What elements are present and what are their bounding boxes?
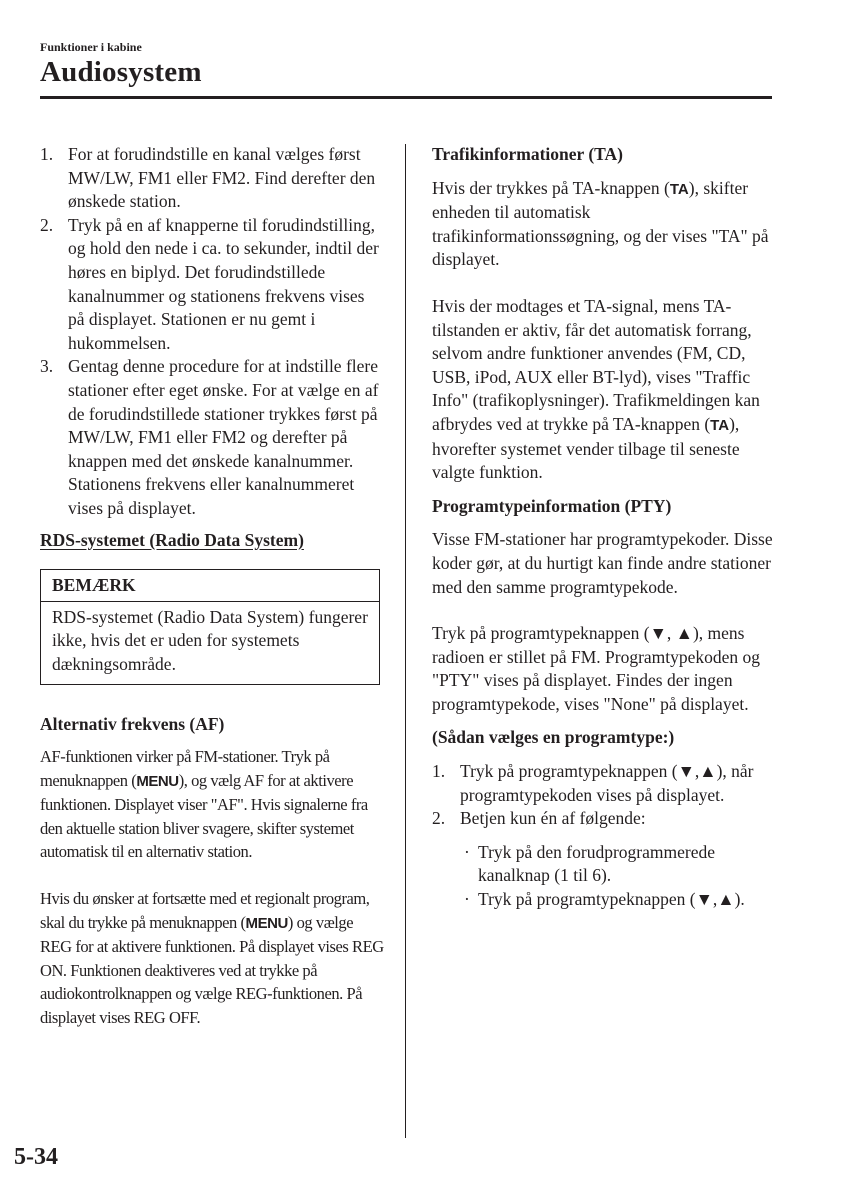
pty-paragraph-2: Tryk på programtypeknappen (▼, ▲), mens radioen er stillet på FM. Programtypekoden og "PTY" vises på displayet. Findes der ingen programtypekode, vises "None" på displayet. [432,623,761,714]
ta-p1-text-a: Hvis der trykkes på TA-knappen ( [432,177,670,198]
list-item [432,807,777,831]
menu-button-label: MENU [245,914,288,932]
ta-button-label: TA [669,180,689,198]
af-p1-text-b: ), og vælg AF for at aktivere funktionen. Displayet viser "AF". Hvis signalerne fra den aktuelle station bliver svagere, skifter systemet automatisk til en alternativ station. [40,770,368,862]
step-text: For at forudindstille en kanal vælges først MW/LW, FM1 eller FM2. Find derefter den ønskede station. [68,144,376,212]
list-item [40,355,385,520]
ta-p1-text-b: ), skifter enheden til automatisk trafikinformationssøgning, og der vises "TA" på displayet. [432,177,769,270]
pty-heading: Programtypeinformation (PTY) [432,495,672,516]
spacer [432,599,777,622]
step-text: Tryk på programtypeknappen (▼,▲), når programtypekoden vises på displayet. [460,761,754,805]
bullet-text: Tryk på programtypeknappen (▼,▲). [478,889,745,910]
spacer [40,864,385,887]
list-item [40,143,385,214]
page-title: Audiosystem [40,56,202,88]
af-p2-text-a: Hvis du ønsker at fortsætte med et regionalt program, skal du trykke på menuknappen ( [40,889,370,932]
bullet-dot: · [464,841,470,862]
preset-steps-list [40,143,385,521]
list-item [432,760,777,807]
af-p1-text-a: AF-funktionen virker på FM-stationer. Tryk på menuknappen ( [40,747,330,790]
option-bullets [432,841,777,912]
af-p2-text-b: ) og vælge REG for at aktivere funktionen. På displayet vises REG ON. Funktionen deaktiveres ved at trykke på audiokontrolknappen og vælge REG-funktionen. På displayet vises REG OFF. [40,912,384,1027]
note-heading: BEMÆRK [41,570,379,602]
title-rule [40,96,772,99]
column-divider [405,144,406,1138]
list-item [460,841,777,888]
list-item [460,888,777,912]
bullet-dot: · [464,889,470,910]
step-number: 2. [432,808,446,829]
ta-button-label: TA [710,416,730,434]
ta-paragraph-2 [432,295,777,485]
left-column [40,143,385,1030]
bullet-text: Tryk på den forudprogrammerede kanalknap (1 til 6). [478,841,715,886]
step-number: 1. [432,761,446,782]
note-text: RDS-systemet (Radio Data System) fungerer ikke, hvis det er uden for systemets dækningsområde. [52,606,368,674]
af-paragraph-2 [40,887,385,1030]
rds-heading: RDS-systemet (Radio Data System) [40,529,304,550]
page-number: 5-34 [14,1144,58,1170]
select-heading: (Sådan vælges en programtype:) [432,727,675,748]
ta-p2-text-b: ), hvorefter systemet vender tilbage til seneste valgte funktion. [432,413,740,483]
step-text: Gentag denne procedure for at indstille flere stationer efter eget ønske. For at vælge en af de forudindstillede stationer trykkes først på MW/LW, FM1 eller FM2 og derefter på knappen med det ønskede kanalnummer. Stationens frekvens eller kanalnummeret vises på displayet. [68,356,379,518]
af-paragraph-1 [40,745,385,864]
step-number: 1. [40,144,54,164]
right-column [432,143,777,912]
af-heading: Alternativ frekvens (AF) [40,714,225,735]
step-number: 3. [40,356,54,377]
select-steps-list [432,760,777,831]
menu-button-label: MENU [136,772,179,790]
spacer [432,272,777,295]
step-text: Tryk på en af knapperne til forudindstilling, og hold den nede i ca. to sekunder, indtil der høres en biplyd. Det forudindstillede kanalnummer og stationens frekvens vises på displayet. Stationen er nu gemt i hukommelsen. [68,214,379,353]
ta-paragraph-1 [432,177,777,272]
list-item [40,214,385,356]
step-text: Betjen kun én af følgende: [460,808,646,829]
step-number: 2. [40,214,54,235]
ta-p2-text-a: Hvis der modtages et TA-signal, mens TA-tilstanden er aktiv, får det automatisk forrang, selvom andre funktioner anvendes (FM, CD, USB, iPod, AUX eller BT-lyd), vises "Traffic Info" (trafikoplysninger). Trafikmeldingen kan afbrydes ved at trykke på TA-knappen ( [432,295,760,434]
note-box [40,569,380,685]
pty-paragraph-1: Visse FM-stationer har programtypekoder. Disse koder gør, at du hurtigt kan finde andre stationer med den samme programtypekode. [432,529,773,597]
section-label: Funktioner i kabine [40,40,142,54]
ta-heading: Trafikinformationer (TA) [432,144,624,164]
